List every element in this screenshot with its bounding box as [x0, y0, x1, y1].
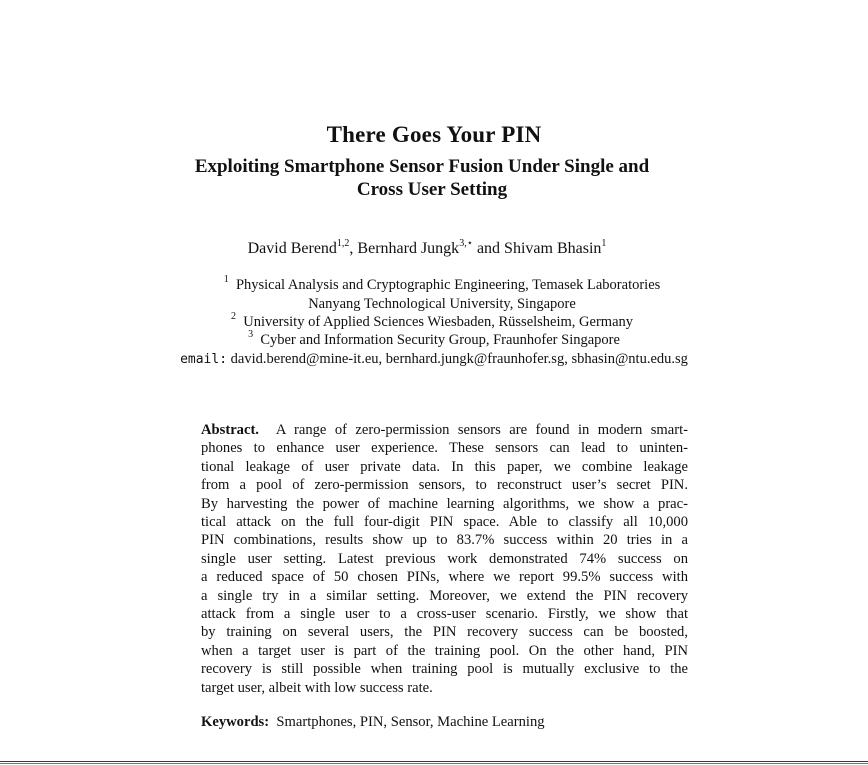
abstract-line: attack from a single user to a cross-user scenario. Firstly, we show that	[201, 606, 688, 623]
keywords-heading: Keywords:	[201, 714, 270, 730]
affiliation-1-line-1	[8, 276, 868, 294]
abstract-line: tional leakage of user private data. In this paper, we combine leakage	[201, 458, 688, 475]
author-bernhard-jungk: , Bernhard Jungk	[349, 240, 460, 257]
keywords-text: Smartphones, PIN, Sensor, Machine Learning	[276, 714, 545, 730]
abstract-line: phones to enhance user experience. These sensors can lead to uninten-	[201, 440, 688, 457]
keywords-line	[201, 713, 545, 731]
affiliation-3-marker: 3	[248, 329, 254, 340]
affiliation-1-marker: 1	[223, 274, 229, 285]
abstract-line: target user, albeit with low success rate.	[201, 679, 433, 696]
paper-title: There Goes Your PIN	[326, 122, 542, 147]
author-3-affiliation-marks: 1	[601, 238, 607, 249]
abstract-line: By harvesting the power of machine learning algorithms, we show a prac-	[201, 495, 688, 512]
author-list	[0, 239, 861, 259]
abstract-block	[201, 421, 688, 697]
abstract-line: when a target user is part of the training pool. On the other hand, PIN	[201, 642, 688, 659]
paper-subtitle-line-1: Exploiting Smartphone Sensor Fusion Under Single and	[194, 156, 650, 177]
author-2-affiliation-marks: 3,⋆	[459, 238, 473, 249]
affiliation-2-text: University of Applied Sciences Wiesbaden, Rüsselsheim, Germany	[243, 314, 633, 330]
affiliation-1-text: Physical Analysis and Cryptographic Engineering, Temasek Laboratories	[235, 277, 661, 293]
email-addresses: david.berend@mine-it.eu, bernhard.jungk@fraunhofer.sg, sbhasin@ntu.edu.sg	[230, 351, 688, 367]
author-david-berend: David Berend	[247, 240, 337, 257]
abstract-heading: Abstract.	[201, 422, 259, 438]
abstract-text: A range of zero-permission sensors are found in modern smart-	[275, 422, 689, 438]
affiliation-2-marker: 2	[230, 311, 236, 322]
abstract-line: by training on several users, the PIN recovery success can be boosted,	[201, 624, 688, 641]
page-bottom-divider	[0, 761, 868, 762]
abstract-line: a reduced space of 50 chosen PINs, where we report 99.5% success with	[201, 569, 688, 586]
abstract-line: from a pool of zero-permission sensors, to reconstruct user’s secret PIN.	[201, 477, 688, 494]
affiliation-2	[0, 313, 866, 331]
abstract-line: single user setting. Latest previous work demonstrated 74% success on	[201, 550, 688, 567]
abstract-line: a single try in a similar setting. Moreover, we extend the PIN recovery	[201, 587, 688, 604]
affiliation-1-line-2: Nanyang Technological University, Singapore	[308, 296, 576, 312]
affiliation-3	[0, 331, 868, 349]
abstract-line: PIN combinations, results show up to 83.7% success within 20 tries in a	[201, 532, 688, 549]
author-shivam-bhasin: and Shivam Bhasin	[472, 240, 602, 257]
abstract-line	[201, 421, 688, 439]
paper-subtitle-line-2: Cross User Setting	[356, 179, 508, 200]
author-1-affiliation-marks: 1,2	[336, 238, 350, 249]
email-line	[0, 350, 868, 369]
page-bottom-divider-shadow	[0, 763, 868, 764]
affiliation-3-text: Cyber and Information Security Group, Fraunhofer Singapore	[260, 332, 620, 348]
email-label: email:	[180, 352, 228, 367]
abstract-line: recovery is still possible when training pool is mutually exclusive to the	[201, 661, 688, 678]
abstract-line: tical attack on the full four-digit PIN space. Able to classify all 10,000	[201, 514, 688, 531]
